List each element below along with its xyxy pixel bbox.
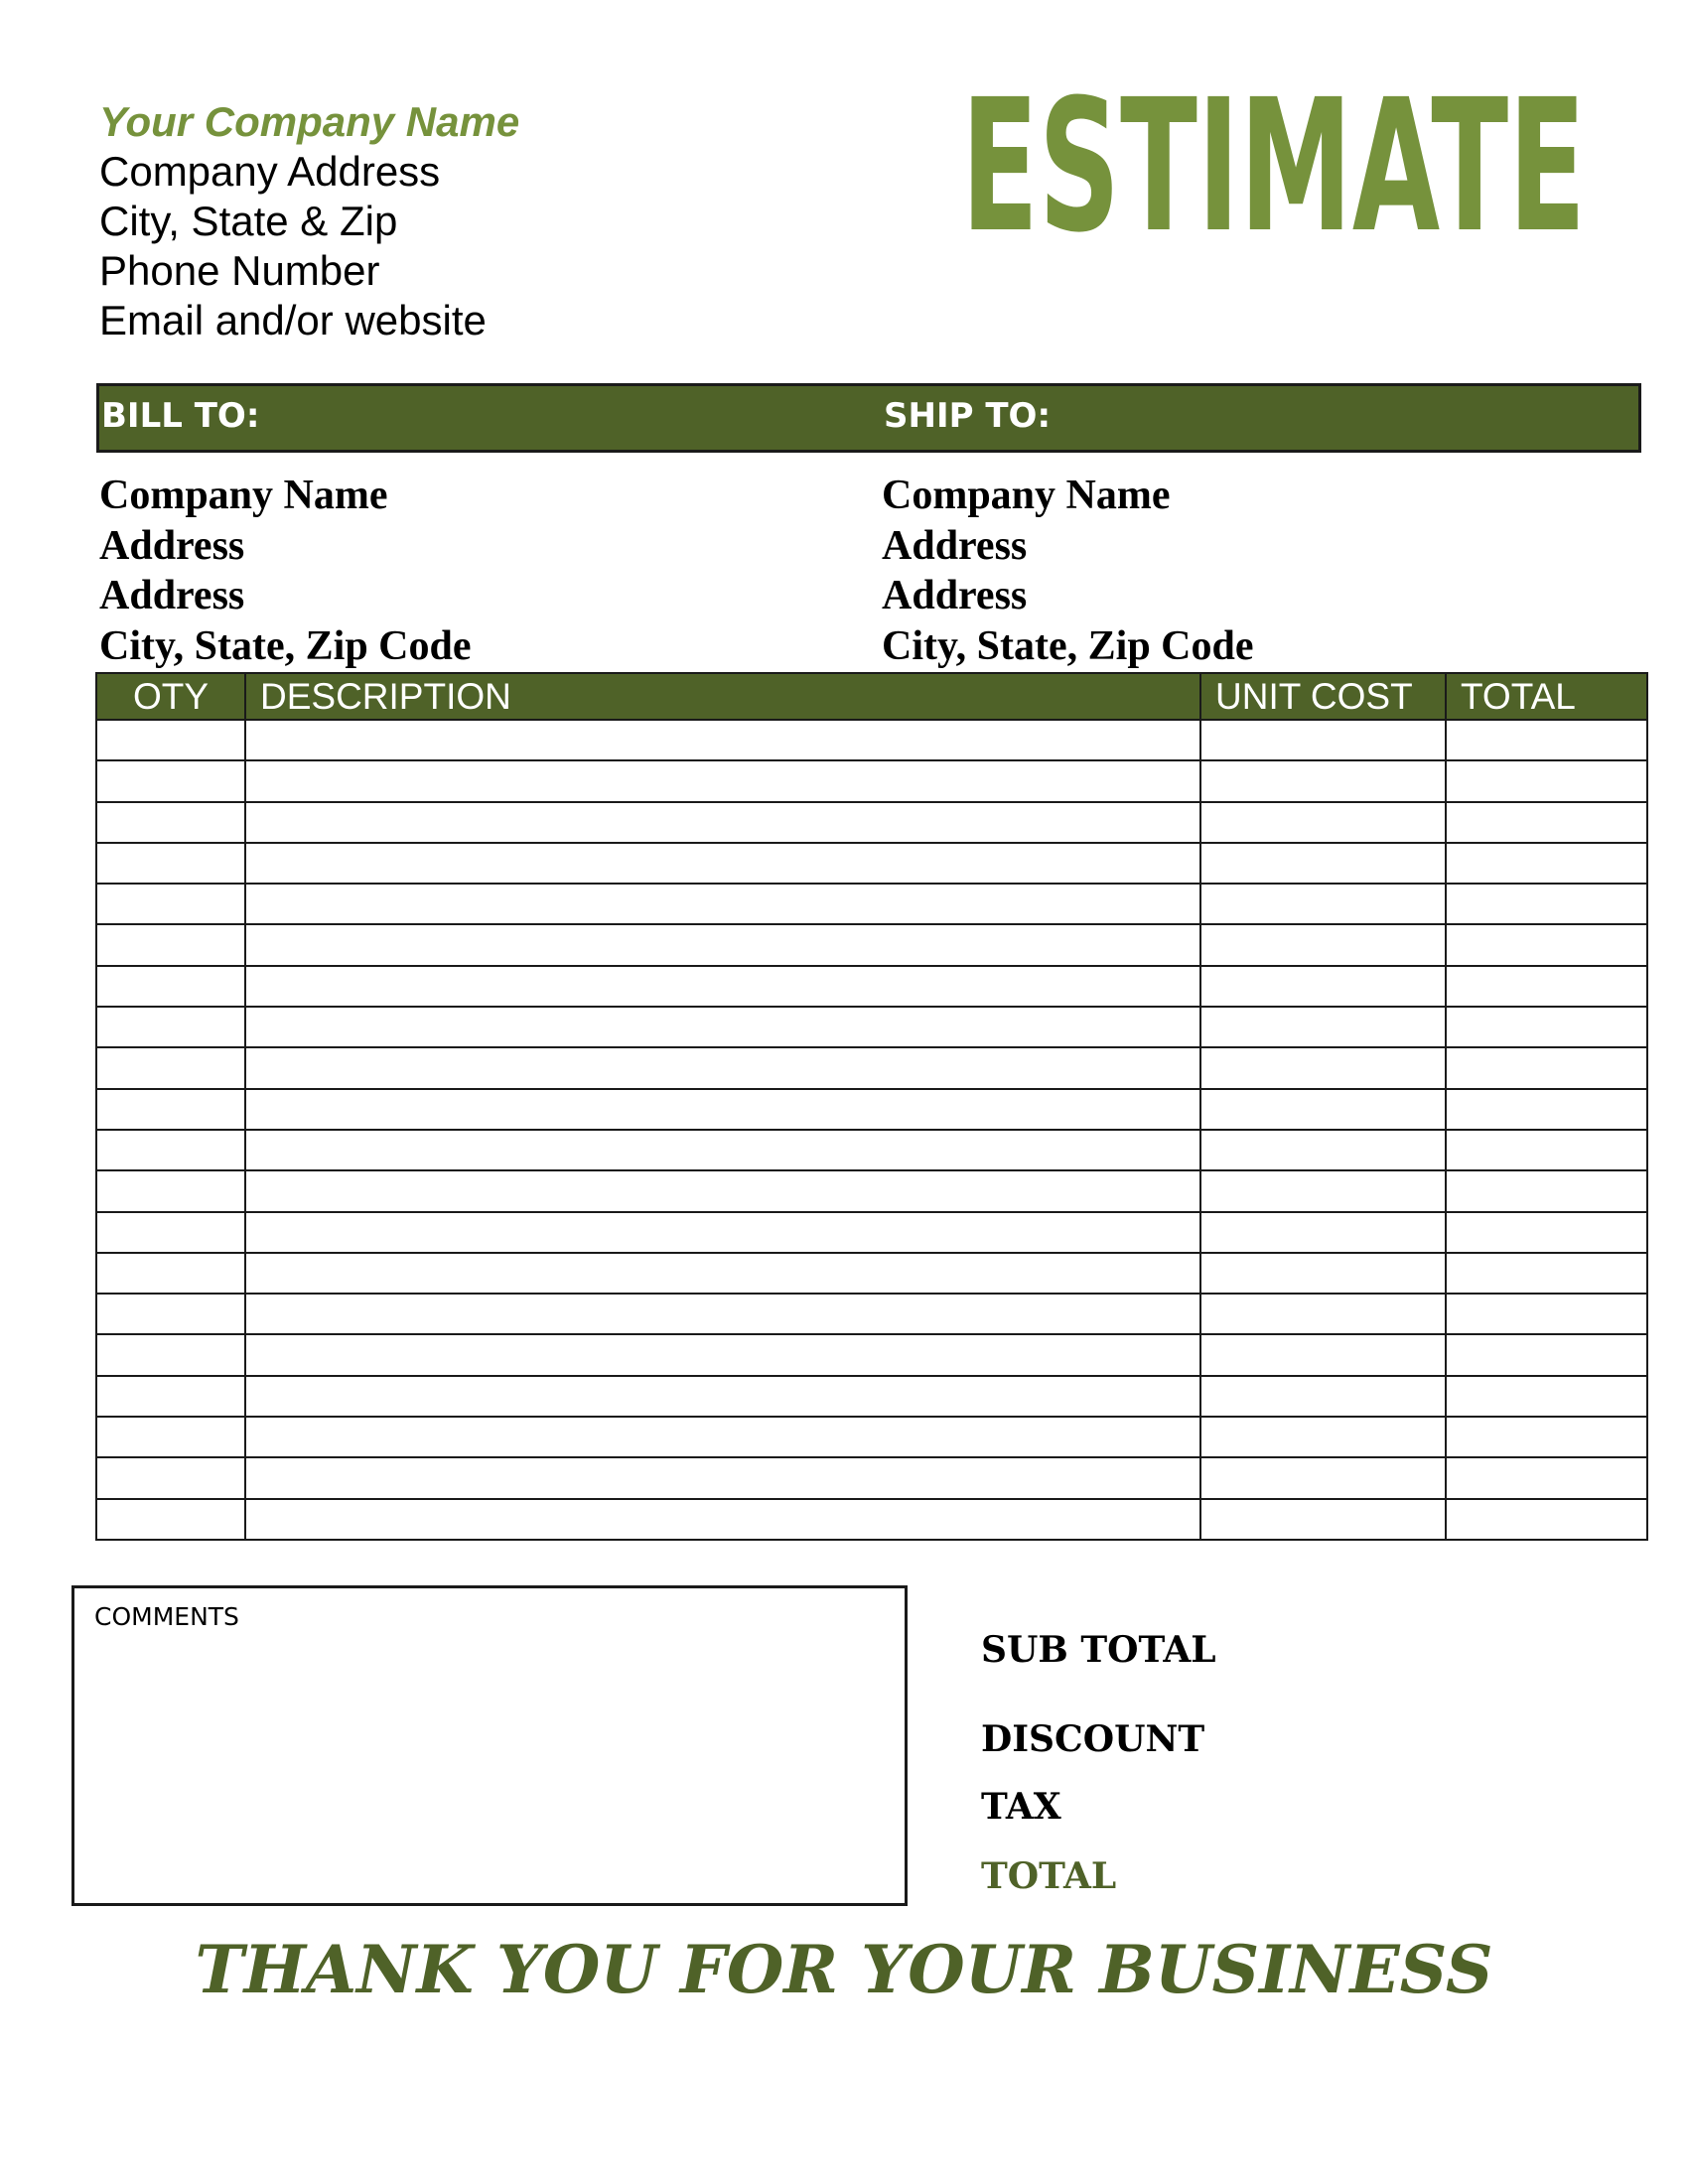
qty-cell[interactable] — [96, 1294, 245, 1334]
company-email-website: Email and/or website — [99, 297, 487, 343]
qty-cell[interactable] — [96, 802, 245, 843]
qty-cell[interactable] — [96, 720, 245, 760]
ship-to-address-line-1: Address — [882, 522, 1028, 569]
description-cell[interactable] — [245, 1170, 1200, 1211]
bill-to-city-state-zip: City, State, Zip Code — [99, 622, 472, 669]
ship-to-address — [882, 471, 1577, 671]
table-row — [96, 1376, 1647, 1417]
line-items-table — [95, 672, 1648, 1541]
unit-cost-cell[interactable] — [1200, 802, 1446, 843]
unit-cost-cell[interactable] — [1200, 1376, 1446, 1417]
total-cell[interactable] — [1446, 1089, 1647, 1130]
total-label: TOTAL — [981, 1855, 1117, 1897]
qty-cell[interactable] — [96, 1089, 245, 1130]
total-cell[interactable] — [1446, 966, 1647, 1007]
unit-cost-cell[interactable] — [1200, 1253, 1446, 1294]
table-row — [96, 1047, 1647, 1088]
total-cell[interactable] — [1446, 884, 1647, 924]
discount-label: DISCOUNT — [981, 1718, 1205, 1760]
company-name: Your Company Name — [99, 98, 520, 145]
table-body — [96, 720, 1647, 1540]
qty-cell[interactable] — [96, 843, 245, 884]
table-row — [96, 1212, 1647, 1253]
table-row — [96, 1294, 1647, 1334]
table-row — [96, 924, 1647, 965]
qty-cell[interactable] — [96, 1253, 245, 1294]
qty-cell[interactable] — [96, 924, 245, 965]
unit-cost-cell[interactable] — [1200, 1417, 1446, 1457]
table-row — [96, 1007, 1647, 1047]
total-cell[interactable] — [1446, 1253, 1647, 1294]
description-cell[interactable] — [245, 1253, 1200, 1294]
ship-to-company-name: Company Name — [882, 473, 1171, 518]
total-cell[interactable] — [1446, 924, 1647, 965]
total-cell[interactable] — [1446, 802, 1647, 843]
description-cell[interactable] — [245, 1334, 1200, 1375]
table-header-row — [96, 673, 1647, 720]
total-cell[interactable] — [1446, 760, 1647, 801]
total-cell[interactable] — [1446, 1170, 1647, 1211]
total-cell[interactable] — [1446, 1007, 1647, 1047]
description-cell[interactable] — [245, 843, 1200, 884]
total-cell[interactable] — [1446, 1047, 1647, 1088]
table-row — [96, 1130, 1647, 1170]
unit-cost-cell[interactable] — [1200, 1007, 1446, 1047]
unit-cost-cell[interactable] — [1200, 966, 1446, 1007]
table-row — [96, 884, 1647, 924]
description-cell[interactable] — [245, 884, 1200, 924]
total-cell[interactable] — [1446, 1294, 1647, 1334]
qty-cell[interactable] — [96, 884, 245, 924]
qty-cell[interactable] — [96, 1457, 245, 1498]
table-row — [96, 760, 1647, 801]
description-cell[interactable] — [245, 924, 1200, 965]
qty-cell[interactable] — [96, 1047, 245, 1088]
document-title: ESTIMATE — [961, 61, 1587, 273]
unit-cost-cell[interactable] — [1200, 1457, 1446, 1498]
unit-cost-cell[interactable] — [1200, 720, 1446, 760]
qty-cell[interactable] — [96, 1007, 245, 1047]
table-row — [96, 966, 1647, 1007]
table-row — [96, 1170, 1647, 1211]
total-cell[interactable] — [1446, 1334, 1647, 1375]
comments-box[interactable] — [71, 1585, 908, 1906]
table-row — [96, 1089, 1647, 1130]
table-row — [96, 1499, 1647, 1540]
total-cell[interactable] — [1446, 1499, 1647, 1540]
table-row — [96, 843, 1647, 884]
table-row — [96, 1417, 1647, 1457]
company-info — [99, 97, 794, 345]
table-row — [96, 1334, 1647, 1375]
description-cell[interactable] — [245, 1007, 1200, 1047]
bill-to-address-line-1: Address — [99, 522, 245, 569]
comments-label: COMMENTS — [94, 1602, 239, 1631]
company-city-state-zip: City, State & Zip — [99, 198, 398, 244]
total-cell[interactable] — [1446, 1417, 1647, 1457]
description-cell[interactable] — [245, 1457, 1200, 1498]
table-row — [96, 1253, 1647, 1294]
qty-cell[interactable] — [96, 966, 245, 1007]
description-cell[interactable] — [245, 1089, 1200, 1130]
bill-to-label: BILL TO: — [101, 396, 260, 436]
description-cell[interactable] — [245, 1376, 1200, 1417]
description-cell[interactable] — [245, 1417, 1200, 1457]
unit-cost-cell[interactable] — [1200, 924, 1446, 965]
unit-cost-cell[interactable] — [1200, 1089, 1446, 1130]
unit-cost-cell[interactable] — [1200, 884, 1446, 924]
description-cell[interactable] — [245, 802, 1200, 843]
bill-to-address-line-2: Address — [99, 573, 245, 618]
total-cell[interactable] — [1446, 720, 1647, 760]
bill-to-address — [99, 471, 794, 671]
unit-cost-cell[interactable] — [1200, 1499, 1446, 1540]
description-cell[interactable] — [245, 760, 1200, 801]
description-cell[interactable] — [245, 1212, 1200, 1253]
ship-to-city-state-zip: City, State, Zip Code — [882, 622, 1254, 669]
qty-cell[interactable] — [96, 1499, 245, 1540]
table-row — [96, 802, 1647, 843]
bill-ship-header-bar — [96, 383, 1641, 453]
qty-cell[interactable] — [96, 760, 245, 801]
header-qty: OTY — [96, 673, 245, 720]
description-cell[interactable] — [245, 1294, 1200, 1334]
table-row — [96, 1457, 1647, 1498]
unit-cost-cell[interactable] — [1200, 1212, 1446, 1253]
unit-cost-cell[interactable] — [1200, 843, 1446, 884]
thank-you-message: THANK YOU FOR YOUR BUSINESS — [195, 1931, 1493, 2008]
subtotal-label: SUB TOTAL — [981, 1629, 1216, 1671]
unit-cost-cell[interactable] — [1200, 1047, 1446, 1088]
header-total: TOTAL — [1446, 673, 1647, 720]
ship-to-label: SHIP TO: — [884, 396, 1052, 436]
description-cell[interactable] — [245, 1047, 1200, 1088]
description-cell[interactable] — [245, 1130, 1200, 1170]
total-cell[interactable] — [1446, 843, 1647, 884]
description-cell[interactable] — [245, 1499, 1200, 1540]
description-cell[interactable] — [245, 720, 1200, 760]
header-unit-cost: UNIT COST — [1200, 673, 1446, 720]
qty-cell[interactable] — [96, 1170, 245, 1211]
qty-cell[interactable] — [96, 1212, 245, 1253]
tax-label: TAX — [981, 1786, 1061, 1828]
unit-cost-cell[interactable] — [1200, 760, 1446, 801]
qty-cell[interactable] — [96, 1376, 245, 1417]
bill-to-company-name: Company Name — [99, 473, 388, 518]
total-cell[interactable] — [1446, 1376, 1647, 1417]
total-cell[interactable] — [1446, 1457, 1647, 1498]
qty-cell[interactable] — [96, 1417, 245, 1457]
qty-cell[interactable] — [96, 1130, 245, 1170]
total-cell[interactable] — [1446, 1130, 1647, 1170]
ship-to-address-line-2: Address — [882, 573, 1028, 618]
unit-cost-cell[interactable] — [1200, 1334, 1446, 1375]
company-phone: Phone Number — [99, 247, 380, 294]
description-cell[interactable] — [245, 966, 1200, 1007]
unit-cost-cell[interactable] — [1200, 1170, 1446, 1211]
header-description: DESCRIPTION — [245, 673, 1200, 720]
company-address: Company Address — [99, 148, 441, 195]
table-row — [96, 720, 1647, 760]
unit-cost-cell[interactable] — [1200, 1294, 1446, 1334]
qty-cell[interactable] — [96, 1334, 245, 1375]
unit-cost-cell[interactable] — [1200, 1130, 1446, 1170]
total-cell[interactable] — [1446, 1212, 1647, 1253]
